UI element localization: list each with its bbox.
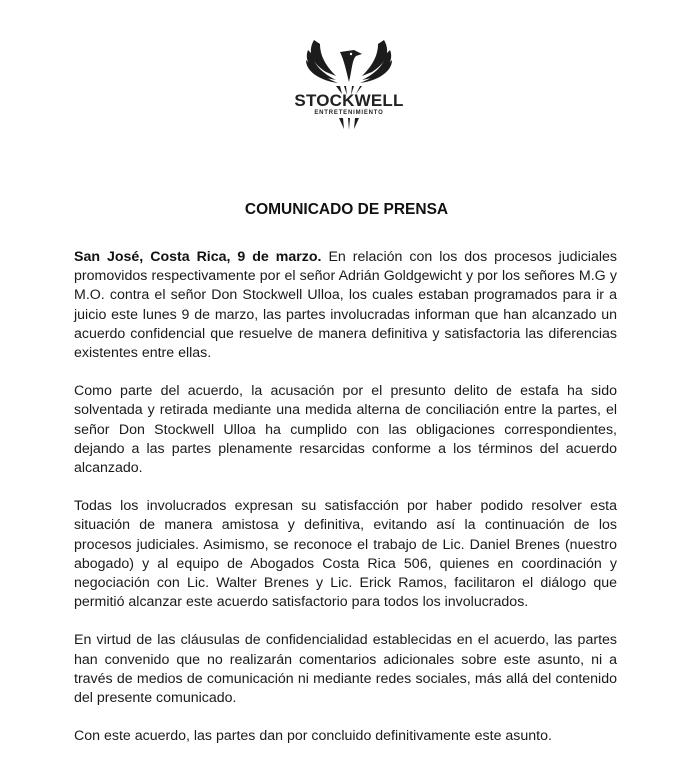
paragraph-2: Como parte del acuerdo, la acusación por el presunto delito de estafa ha sido solventada y retirada mediante una medida alterna de conciliación entre la partes, el señor Don Stockwell Ulloa ha cumplido con las obligaciones correspondientes, dejando a las partes plenamente resarcidas conforme a los términos del acuerdo alcanzado. bbox=[74, 383, 617, 477]
brand-tagline: ENTRETENIMIENTO bbox=[314, 110, 384, 116]
logo-tail-icon bbox=[338, 117, 360, 129]
page-title: COMUNICADO DE PRENSA bbox=[244, 201, 449, 218]
paragraph-4: En virtud de las cláusulas de confidencialidad establecidas en el acuerdo, las partes han convenido que no realizarán comentarios adicionales sobre este asunto, ni a través de medios de comunicación ni mediante redes sociales, más allá del contenido del presente comunicado. bbox=[74, 632, 617, 707]
press-release-body bbox=[74, 248, 617, 765]
paragraph-1 bbox=[74, 248, 617, 363]
paragraph-5: Con este acuerdo, las partes dan por concluido definitivamente este asunto. bbox=[74, 728, 552, 745]
dateline: San José, Costa Rica, 9 de marzo. bbox=[74, 249, 322, 265]
brand-name: STOCKWELL bbox=[294, 91, 404, 110]
paragraph-1-text: En relación con los dos procesos judiciales promovidos respectivamente por el señor Adrián Goldgewicht y por los señores M.G y M.O. contra el señor Don Stockwell Ulloa, los cuales estaban programados para ir a juicio este lunes 9 de marzo, las partes involucradas informan que han alcanzado un acuerdo confidencial que resuelve de manera definitiva y satisfactoria las diferencias existentes entre ellas. bbox=[74, 249, 617, 362]
paragraph-3: Todas los involucrados expresan su satisfacción por haber podido resolver esta situación de manera amistosa y definitiva, evitando así la continuación de los procesos judiciales. Asimismo, se reconoce el trabajo de Lic. Daniel Brenes (nuestro abogado) y al equipo de Abogados Costa Rica 506, quienes en coordinación y negociación con Lic. Walter Brenes y Lic. Erick Ramos, facilitaron el diálogo que permitió alcanzar este acuerdo satisfactorio para todos los involucrados. bbox=[74, 498, 617, 611]
